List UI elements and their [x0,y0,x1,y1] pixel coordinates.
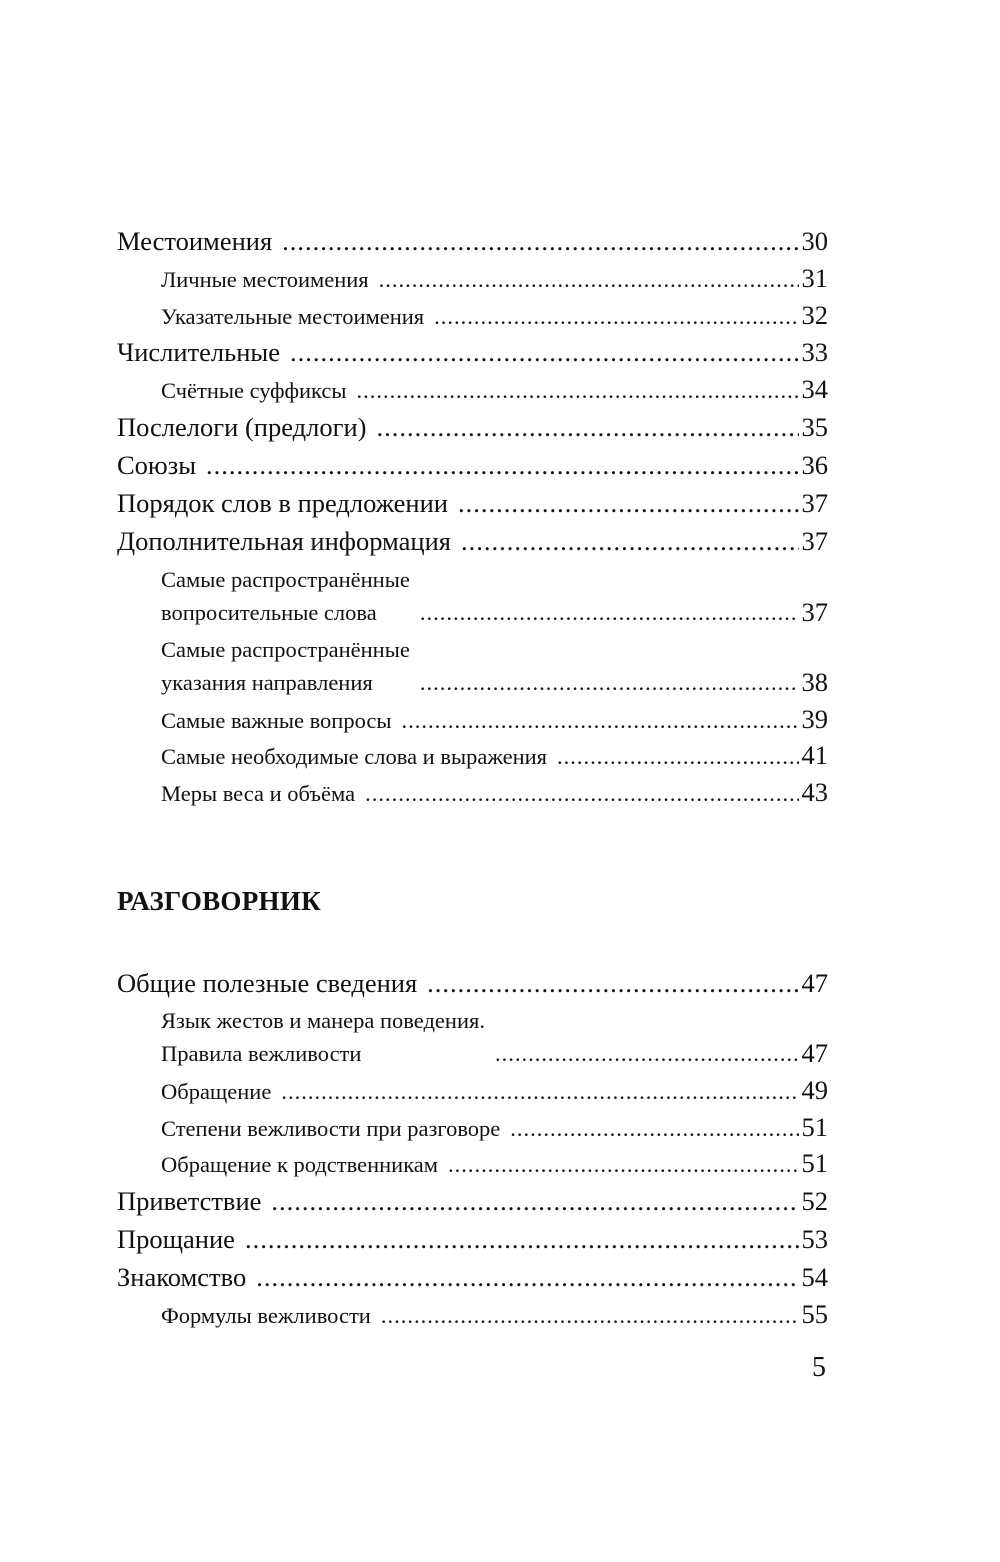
dot-leader [245,1220,799,1258]
dot-leader [357,373,799,410]
toc-subentry[interactable] [117,737,828,774]
toc-subentry[interactable] [117,561,828,631]
toc-entry[interactable] [117,408,828,446]
dot-leader [420,666,799,699]
toc-entry[interactable] [117,484,828,522]
dot-leader [427,964,798,1002]
dot-leader [376,408,798,446]
toc-entry-title: Счётные суффиксы [161,378,347,404]
toc-entry[interactable] [117,1258,828,1296]
toc-entry-title-line-1: Язык жестов и манера поведения. [161,1008,485,1034]
toc-entry[interactable] [117,222,828,260]
toc-entry-title: Общие полезные сведения [117,968,418,998]
toc-entry[interactable] [117,522,828,560]
toc-subentry[interactable] [117,1002,828,1072]
toc-entry-title: Степени вежливости при разговоре [161,1115,501,1141]
toc-entry-page: 41 [801,740,828,771]
table-of-contents-part-1 [117,222,828,810]
toc-entry-page: 37 [801,596,828,627]
toc-entry-page: 47 [801,968,828,998]
toc-entry-title: Личные местоимения [161,267,369,293]
toc-subentry[interactable] [117,774,828,811]
toc-entry-page: 36 [801,450,828,481]
toc-entry-title: Знакомство [117,1262,247,1293]
toc-entry-page: 54 [801,1262,828,1293]
dot-leader [402,703,799,740]
toc-subentry[interactable] [117,297,828,334]
toc-entry-title-line-2: Правила вежливости [161,1041,362,1067]
toc-subentry[interactable] [117,260,828,297]
toc-entry-page: 35 [801,411,828,442]
dot-leader [461,522,799,560]
toc-entry-page: 34 [801,374,828,405]
toc-subentry[interactable] [117,701,828,738]
toc-entry-title: Числительные [117,337,280,368]
toc-entry[interactable] [117,333,828,371]
toc-entry[interactable] [117,1220,828,1258]
dot-leader [365,776,798,813]
dot-leader [510,1111,798,1148]
toc-subentry[interactable] [117,1145,828,1182]
toc-entry-title: Союзы [117,450,196,481]
toc-entry-title: Самые важные вопросы [161,707,392,733]
toc-entry[interactable] [117,964,828,1002]
toc-subentry[interactable] [117,1109,828,1146]
toc-entry-title [161,1004,485,1070]
toc-subentry[interactable] [117,1072,828,1109]
toc-entry-page: 33 [801,337,828,368]
page-number: 5 [812,1352,826,1383]
toc-entry-title: Самые необходимые слова и выражения [161,744,547,770]
dot-leader [256,1258,798,1296]
toc-entry-title: Порядок слов в предложении [117,488,448,519]
dot-leader [458,484,799,522]
toc-entry-page: 31 [801,263,828,294]
toc-entry-title: Дополнительная информация [117,526,451,557]
dot-leader [448,1147,798,1184]
toc-entry-page: 49 [801,1075,828,1106]
toc-entry-page: 32 [801,299,828,330]
toc-entry-title: Меры веса и объёма [161,780,356,806]
toc-entry-title: Указательные местоимения [161,303,425,329]
dot-leader [495,1037,799,1070]
toc-entry-title: Обращение к родственникам [161,1152,439,1178]
toc-entry-title-line-2: вопросительные слова [161,599,377,625]
dot-leader [282,222,798,260]
table-of-contents-part-2 [117,964,828,1333]
toc-entry-page: 30 [801,226,828,256]
dot-leader [557,739,799,776]
toc-entry-title-line-2: указания направления [161,669,373,695]
toc-entry-title [161,563,410,629]
toc-entry-title: Приветствие [117,1185,262,1216]
toc-entry-title: Прощание [117,1223,235,1254]
toc-entry-page: 38 [801,666,828,697]
dot-leader [381,1298,799,1335]
toc-entry-page: 37 [801,488,828,519]
toc-entry-page: 47 [801,1038,828,1069]
toc-subentry[interactable] [117,371,828,408]
toc-entry[interactable] [117,446,828,484]
toc-entry-title: Местоимения [117,226,273,256]
toc-entry-title: Обращение [161,1079,272,1105]
toc-entry-title: Формулы вежливости [161,1303,371,1329]
toc-entry[interactable] [117,1182,828,1220]
toc-entry-title [161,633,410,699]
toc-entry-page: 53 [801,1223,828,1254]
toc-entry-title: Послелоги (предлоги) [117,411,367,442]
toc-entry-title-line-1: Самые распространённые [161,566,410,592]
toc-entry-page: 39 [801,703,828,734]
dot-leader [434,299,798,336]
dot-leader [281,1074,798,1111]
toc-entry-page: 43 [801,776,828,807]
toc-entry-page: 51 [801,1148,828,1179]
dot-leader [206,446,799,484]
toc-entry-page: 37 [801,526,828,557]
section-heading: РАЗГОВОРНИК [117,886,322,916]
dot-leader [420,596,799,629]
toc-entry-page: 51 [801,1111,828,1142]
toc-entry-title-line-1: Самые распространённые [161,636,410,662]
toc-entry-page: 55 [801,1299,828,1330]
toc-subentry[interactable] [117,631,828,701]
dot-leader [379,262,799,299]
dot-leader [271,1182,798,1220]
toc-entry-page: 52 [801,1185,828,1216]
toc-subentry[interactable] [117,1296,828,1333]
dot-leader [290,333,799,371]
